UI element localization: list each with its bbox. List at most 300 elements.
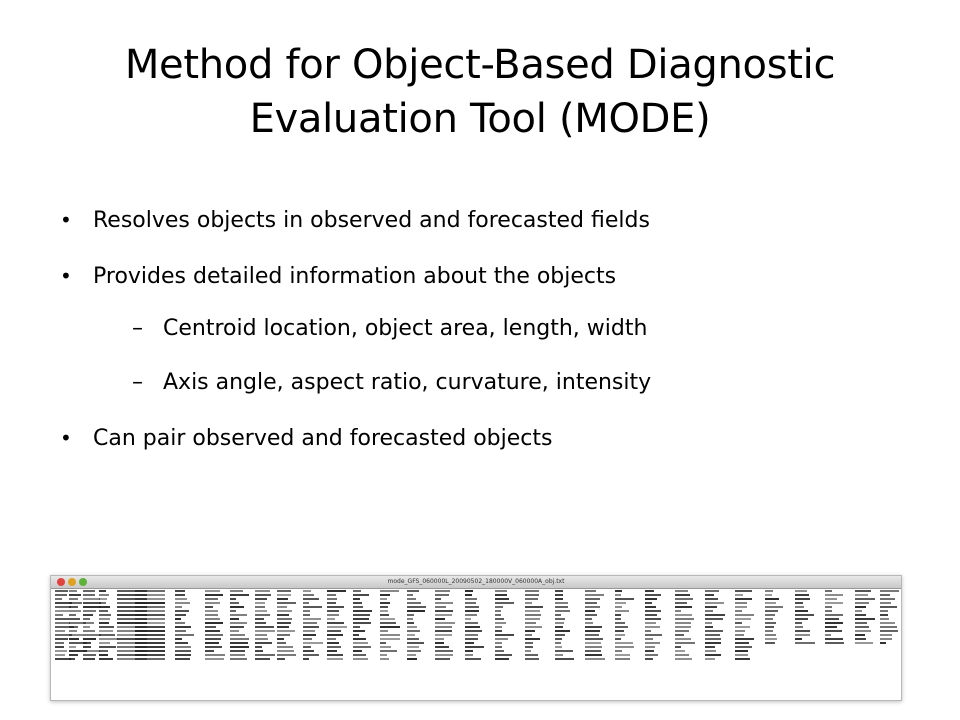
table-cell: [353, 618, 369, 620]
table-cell: [205, 654, 225, 656]
table-cell: [435, 658, 450, 660]
table-cell: [277, 606, 287, 608]
table-cell: [380, 658, 389, 660]
table-cell: [327, 606, 344, 608]
table-cell: [327, 622, 344, 624]
table-cell: [230, 642, 248, 644]
table-cell: [705, 626, 713, 628]
table-cell: [327, 654, 343, 656]
table-cell: [675, 590, 688, 592]
table-cell: [555, 650, 573, 652]
table-cell: [645, 626, 660, 628]
table-cell: [855, 622, 867, 624]
table-cell: [525, 610, 540, 612]
table-cell: [380, 598, 387, 600]
table-cell: [615, 602, 626, 604]
table-cell: [675, 642, 695, 644]
table-cell: [495, 658, 509, 660]
table-cell: [205, 602, 220, 604]
table-cell: [135, 602, 165, 604]
table-cell: [230, 618, 239, 620]
table-cell: [303, 622, 317, 624]
table-cell: [585, 606, 600, 608]
table-cell: [645, 590, 654, 592]
table-cell: [555, 630, 570, 632]
table-cell: [525, 630, 535, 632]
table-cell: [675, 654, 689, 656]
table-cell: [55, 610, 69, 612]
table-cell: [735, 646, 752, 648]
table-cell: [435, 614, 452, 616]
table-cell: [675, 638, 691, 640]
table-cell: [880, 594, 890, 596]
table-cell: [495, 594, 507, 596]
table-cell: [327, 634, 343, 636]
table-row: [55, 606, 897, 608]
table-cell: [435, 650, 453, 652]
table-cell: [255, 646, 262, 648]
table-cell: [645, 634, 662, 636]
table-cell: [99, 638, 118, 640]
table-cell: [135, 594, 165, 596]
table-cell: [705, 630, 723, 632]
table-cell: [277, 634, 290, 636]
table-cell: [495, 606, 503, 608]
table-cell: [525, 626, 542, 628]
table-cell: [555, 638, 562, 640]
table-row: [55, 634, 897, 636]
table-cell: [855, 610, 862, 612]
table-cell: [353, 590, 361, 592]
table-cell: [435, 638, 444, 640]
table-cell: [615, 598, 634, 600]
table-cell: [99, 614, 111, 616]
table-cell: [555, 646, 562, 648]
table-cell: [277, 590, 291, 592]
table-cell: [353, 594, 369, 596]
table-cell: [99, 654, 108, 656]
table-cell: [99, 622, 109, 624]
table-cell: [645, 638, 653, 640]
table-cell: [255, 626, 274, 628]
slide-title-line-2: Evaluation Tool (MODE): [249, 96, 711, 142]
table-row: [55, 646, 897, 648]
table-cell: [495, 626, 502, 628]
table-cell: [353, 598, 360, 600]
table-cell: [99, 650, 108, 652]
table-cell: [880, 622, 895, 624]
table-cell: [585, 626, 602, 628]
window-title-bar: [51, 576, 901, 589]
table-cell: [825, 602, 843, 604]
table-cell: [230, 646, 249, 648]
table-cell: [303, 654, 319, 656]
table-row: [55, 610, 897, 612]
table-cell: [585, 622, 593, 624]
table-cell: [525, 658, 539, 660]
table-cell: [495, 654, 512, 656]
table-cell: [735, 602, 747, 604]
table-cell: [175, 618, 181, 620]
slide-title-line-1: Method for Object-Based Diagnostic: [124, 42, 836, 88]
table-cell: [555, 610, 570, 612]
table-cell: [585, 630, 600, 632]
table-cell: [795, 642, 815, 644]
table-cell: [407, 630, 420, 632]
table-cell: [380, 614, 389, 616]
table-cell: [380, 654, 387, 656]
table-cell: [435, 598, 441, 600]
table-cell: [495, 590, 507, 592]
table-cell: [230, 606, 244, 608]
table-cell: [205, 646, 222, 648]
table-cell: [880, 630, 898, 632]
table-cell: [880, 590, 899, 592]
table-cell: [705, 634, 720, 636]
table-cell: [353, 658, 368, 660]
table-cell: [525, 654, 538, 656]
table-cell: [303, 642, 323, 644]
table-cell: [69, 618, 80, 620]
table-cell: [303, 602, 309, 604]
table-cell: [615, 646, 634, 648]
table-cell: [277, 614, 289, 616]
table-cell: [99, 642, 110, 644]
table-cell: [135, 606, 165, 608]
table-cell: [465, 606, 479, 608]
table-cell: [880, 602, 891, 604]
table-cell: [880, 634, 892, 636]
table-cell: [585, 642, 601, 644]
table-row: [55, 618, 897, 620]
table-cell: [230, 650, 245, 652]
table-cell: [765, 618, 773, 620]
table-cell: [795, 630, 810, 632]
bullet-glyph: •: [60, 208, 72, 232]
table-cell: [765, 594, 772, 596]
table-cell: [255, 654, 275, 656]
sub-bullet-text: Axis angle, aspect ratio, curvature, intensity: [163, 370, 652, 395]
table-cell: [380, 618, 395, 620]
table-cell: [99, 646, 116, 648]
table-cell: [69, 646, 76, 648]
table-row: [55, 622, 897, 624]
bullet-text: Resolves objects in observed and forecasted fields: [93, 208, 650, 233]
table-cell: [380, 610, 388, 612]
table-cell: [675, 594, 690, 596]
sub-bullet-text: Centroid location, object area, length, width: [163, 316, 648, 341]
table-cell: [880, 606, 897, 608]
table-cell: [735, 614, 754, 616]
table-cell: [205, 650, 214, 652]
table-cell: [855, 606, 866, 608]
table-cell: [675, 614, 692, 616]
table-cell: [327, 598, 337, 600]
table-cell: [55, 638, 68, 640]
table-cell: [645, 654, 658, 656]
table-cell: [55, 594, 67, 596]
table-cell: [465, 634, 478, 636]
object-attribute-table: [55, 590, 897, 662]
table-cell: [353, 634, 359, 636]
table-cell: [230, 658, 247, 660]
table-cell: [277, 630, 295, 632]
table-cell: [795, 626, 803, 628]
table-cell: [675, 598, 693, 600]
table-cell: [495, 630, 502, 632]
table-cell: [255, 650, 263, 652]
table-cell: [205, 642, 219, 644]
table-cell: [495, 642, 502, 644]
table-cell: [525, 598, 538, 600]
table-cell: [255, 638, 268, 640]
table-cell: [407, 626, 417, 628]
table-cell: [735, 630, 745, 632]
table-cell: [83, 626, 90, 628]
table-cell: [135, 634, 165, 636]
table-cell: [255, 614, 270, 616]
table-cell: [407, 654, 416, 656]
table-cell: [353, 630, 365, 632]
table-cell: [855, 598, 875, 600]
table-cell: [435, 610, 453, 612]
table-cell: [230, 638, 249, 640]
table-cell: [435, 602, 453, 604]
table-cell: [615, 622, 625, 624]
table-cell: [525, 590, 539, 592]
table-cell: [495, 618, 504, 620]
table-cell: [855, 590, 871, 592]
table-cell: [175, 642, 188, 644]
table-cell: [465, 626, 480, 628]
table-cell: [795, 594, 809, 596]
table-cell: [83, 594, 95, 596]
table-cell: [705, 598, 718, 600]
table-cell: [585, 654, 602, 656]
table-row: [55, 650, 897, 652]
table-cell: [327, 642, 339, 644]
table-cell: [855, 634, 865, 636]
bullet-text: Can pair observed and forecasted objects: [93, 426, 553, 451]
table-cell: [205, 606, 213, 608]
table-cell: [555, 594, 563, 596]
table-cell: [825, 614, 843, 616]
table-cell: [55, 618, 69, 620]
table-row: [55, 598, 897, 600]
table-cell: [380, 650, 397, 652]
table-cell: [205, 622, 223, 624]
table-cell: [585, 658, 605, 660]
table-cell: [675, 618, 694, 620]
table-cell: [705, 654, 721, 656]
table-cell: [435, 626, 452, 628]
table-cell: [555, 602, 568, 604]
table-cell: [83, 610, 96, 612]
table-cell: [855, 642, 873, 644]
table-cell: [175, 630, 186, 632]
table-cell: [255, 594, 271, 596]
table-cell: [407, 642, 424, 644]
table-cell: [380, 626, 400, 628]
table-cell: [407, 606, 426, 608]
table-cell: [205, 594, 223, 596]
table-cell: [765, 614, 775, 616]
table-cell: [435, 630, 452, 632]
table-cell: [255, 590, 270, 592]
table-cell: [327, 618, 335, 620]
table-cell: [645, 610, 661, 612]
table-cell: [327, 610, 339, 612]
table-cell: [735, 594, 743, 596]
table-cell: [303, 630, 315, 632]
table-cell: [255, 642, 272, 644]
table-cell: [175, 638, 182, 640]
table-cell: [277, 622, 291, 624]
table-cell: [327, 658, 343, 660]
table-cell: [615, 590, 622, 592]
table-cell: [435, 642, 444, 644]
table-cell: [675, 606, 692, 608]
table-cell: [303, 646, 311, 648]
table-cell: [825, 622, 843, 624]
table-cell: [705, 594, 714, 596]
table-cell: [303, 590, 311, 592]
table-cell: [205, 658, 224, 660]
table-cell: [735, 642, 749, 644]
table-cell: [205, 610, 218, 612]
table-cell: [525, 602, 532, 604]
table-cell: [735, 634, 744, 636]
table-cell: [380, 594, 390, 596]
table-cell: [735, 650, 748, 652]
table-cell: [135, 614, 165, 616]
table-cell: [525, 618, 540, 620]
table-cell: [615, 594, 621, 596]
table-cell: [465, 658, 481, 660]
table-cell: [735, 622, 742, 624]
table-cell: [83, 638, 96, 640]
table-cell: [99, 610, 108, 612]
table-cell: [615, 654, 630, 656]
table-cell: [69, 590, 77, 592]
table-cell: [327, 626, 347, 628]
table-cell: [230, 610, 236, 612]
table-row: [55, 626, 897, 628]
table-cell: [230, 594, 249, 596]
table-cell: [585, 650, 601, 652]
table-cell: [277, 654, 296, 656]
table-cell: [495, 602, 514, 604]
table-cell: [825, 594, 843, 596]
table-cell: [353, 614, 370, 616]
table-cell: [825, 642, 844, 644]
table-cell: [255, 634, 267, 636]
table-cell: [175, 634, 194, 636]
table-cell: [99, 634, 115, 636]
table-cell: [855, 638, 866, 640]
table-cell: [495, 638, 508, 640]
table-cell: [99, 630, 113, 632]
table-cell: [645, 594, 661, 596]
table-cell: [645, 650, 654, 652]
table-cell: [55, 614, 63, 616]
table-cell: [327, 614, 339, 616]
table-cell: [735, 626, 750, 628]
table-cell: [230, 602, 239, 604]
table-cell: [69, 594, 81, 596]
table-cell: [277, 598, 288, 600]
table-cell: [99, 598, 107, 600]
table-cell: [407, 622, 414, 624]
table-cell: [555, 590, 563, 592]
table-cell: [675, 646, 681, 648]
table-cell: [880, 638, 892, 640]
table-cell: [205, 614, 218, 616]
table-cell: [880, 626, 897, 628]
table-row: [55, 614, 897, 616]
table-cell: [555, 626, 563, 628]
table-cell: [465, 598, 477, 600]
table-cell: [645, 642, 660, 644]
table-cell: [99, 594, 109, 596]
table-cell: [525, 650, 531, 652]
table-cell: [55, 598, 62, 600]
table-cell: [135, 650, 165, 652]
table-cell: [435, 646, 449, 648]
table-cell: [825, 634, 831, 636]
table-cell: [765, 630, 773, 632]
table-cell: [303, 658, 309, 660]
table-cell: [135, 626, 165, 628]
table-cell: [465, 610, 479, 612]
table-cell: [585, 602, 597, 604]
table-cell: [83, 650, 100, 652]
table-cell: [855, 594, 868, 596]
table-cell: [327, 630, 341, 632]
table-cell: [435, 618, 445, 620]
table-row: [55, 658, 897, 660]
table-cell: [175, 602, 190, 604]
table-cell: [69, 634, 83, 636]
table-cell: [495, 646, 502, 648]
table-cell: [765, 634, 776, 636]
table-cell: [99, 658, 113, 660]
table-cell: [303, 626, 319, 628]
table-cell: [380, 606, 388, 608]
table-cell: [277, 658, 285, 660]
table-cell: [615, 642, 633, 644]
table-cell: [855, 630, 871, 632]
table-cell: [83, 658, 95, 660]
table-cell: [407, 618, 413, 620]
table-cell: [880, 614, 888, 616]
table-cell: [615, 610, 629, 612]
table-cell: [255, 606, 265, 608]
table-cell: [69, 602, 82, 604]
table-cell: [675, 630, 689, 632]
table-cell: [705, 658, 715, 660]
table-cell: [55, 642, 64, 644]
table-cell: [465, 638, 478, 640]
table-cell: [277, 646, 293, 648]
window-title: mode_GFS_060000L_20090502_180000V_060000A_obj.txt: [387, 578, 565, 585]
table-cell: [175, 654, 191, 656]
table-cell: [277, 602, 296, 604]
table-cell: [407, 590, 419, 592]
table-cell: [303, 634, 316, 636]
table-cell: [855, 614, 866, 616]
table-cell: [880, 610, 888, 612]
